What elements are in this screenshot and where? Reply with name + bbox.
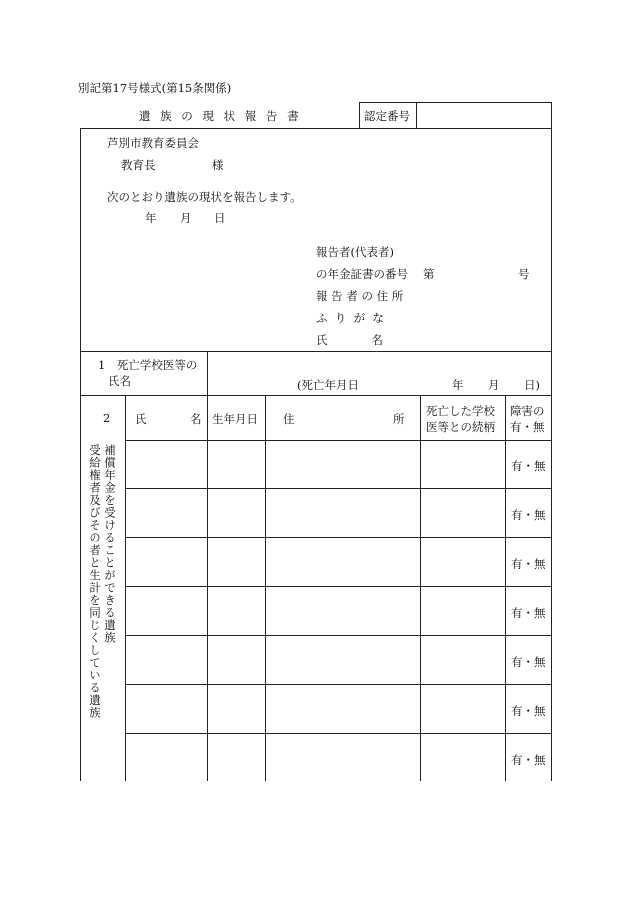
pension-number-suffix: 号: [518, 267, 530, 281]
col-dob: 生年月日: [212, 412, 258, 426]
deceased-name-label-1: 1 死亡学校医等の: [98, 358, 198, 372]
row-line-1: [125, 488, 552, 489]
pension-number-label: の年金証書の番号: [316, 267, 408, 281]
section2-number: 2: [103, 411, 111, 425]
committee-name: 芦別市教育委員会: [107, 136, 199, 150]
col-name-b: 名: [190, 412, 202, 426]
left-border: [80, 128, 81, 781]
col-line-3: [265, 395, 266, 781]
date-day: 日: [214, 211, 226, 225]
col-name-a: 氏: [135, 412, 147, 426]
main-top-border: [80, 128, 552, 129]
side-label-beneficiaries: 受給権者及びその者と生計を同じくしている遺族: [88, 444, 102, 719]
col-line-5: [505, 395, 506, 781]
right-border: [551, 102, 552, 781]
col-disability-1: 障害の: [510, 404, 545, 418]
form-number-header: 別記第17号様式(第15条関係): [78, 81, 232, 95]
row-2-disability[interactable]: 有・無: [511, 508, 546, 522]
col-line-2: [207, 395, 208, 781]
col-disability-2: 有・無: [510, 420, 545, 434]
row-1-disability[interactable]: 有・無: [511, 459, 546, 473]
superintendent-label: 教育長: [121, 158, 156, 172]
row-6-disability[interactable]: 有・無: [511, 704, 546, 718]
furigana-label: ふ り が な: [316, 311, 384, 325]
row-line-3: [125, 586, 552, 587]
section2-top-border: [80, 395, 552, 396]
death-date-label: (死亡年月日: [297, 378, 359, 392]
title-divider: [359, 102, 360, 129]
col-relation-2: 医等との続柄: [426, 420, 495, 434]
death-month: 月: [488, 378, 500, 392]
row-5-disability[interactable]: 有・無: [511, 655, 546, 669]
death-day: 日): [524, 378, 540, 392]
col-relation-1: 死亡した学校: [426, 404, 495, 418]
section1-divider: [207, 351, 208, 395]
cert-number-label: 認定番号: [364, 109, 410, 123]
header-bottom-border: [125, 440, 552, 441]
section1-top-border: [80, 351, 552, 352]
honorific: 様: [212, 158, 224, 172]
col-address-b: 所: [393, 412, 405, 426]
row-line-4: [125, 635, 552, 636]
row-7-disability[interactable]: 有・無: [511, 753, 546, 767]
row-line-6: [125, 733, 552, 734]
side-label-eligible-survivors: 補償年金を受けることができる遺族: [103, 444, 117, 644]
death-year: 年: [452, 378, 464, 392]
col-line-4: [420, 395, 421, 781]
reporter-label: 報告者(代表者): [316, 245, 394, 259]
row-4-disability[interactable]: 有・無: [511, 606, 546, 620]
statement-text: 次のとおり遺族の現状を報告します。: [107, 190, 302, 204]
col-address-a: 住: [283, 412, 295, 426]
form-title: 遺 族 の 現 状 報 告 書: [139, 109, 302, 123]
row-line-5: [125, 684, 552, 685]
col-line-1: [125, 395, 126, 781]
cert-divider: [416, 102, 417, 129]
deceased-name-label-2: 氏名: [108, 374, 131, 388]
pension-number-prefix: 第: [423, 267, 435, 281]
reporter-name-label: 氏 名: [316, 333, 383, 347]
cert-number-field[interactable]: [418, 103, 550, 128]
date-month: 月: [180, 211, 192, 225]
date-year: 年: [145, 211, 157, 225]
row-line-2: [125, 537, 552, 538]
row-3-disability[interactable]: 有・無: [511, 557, 546, 571]
reporter-address-label: 報 告 者 の 住 所: [316, 289, 404, 303]
